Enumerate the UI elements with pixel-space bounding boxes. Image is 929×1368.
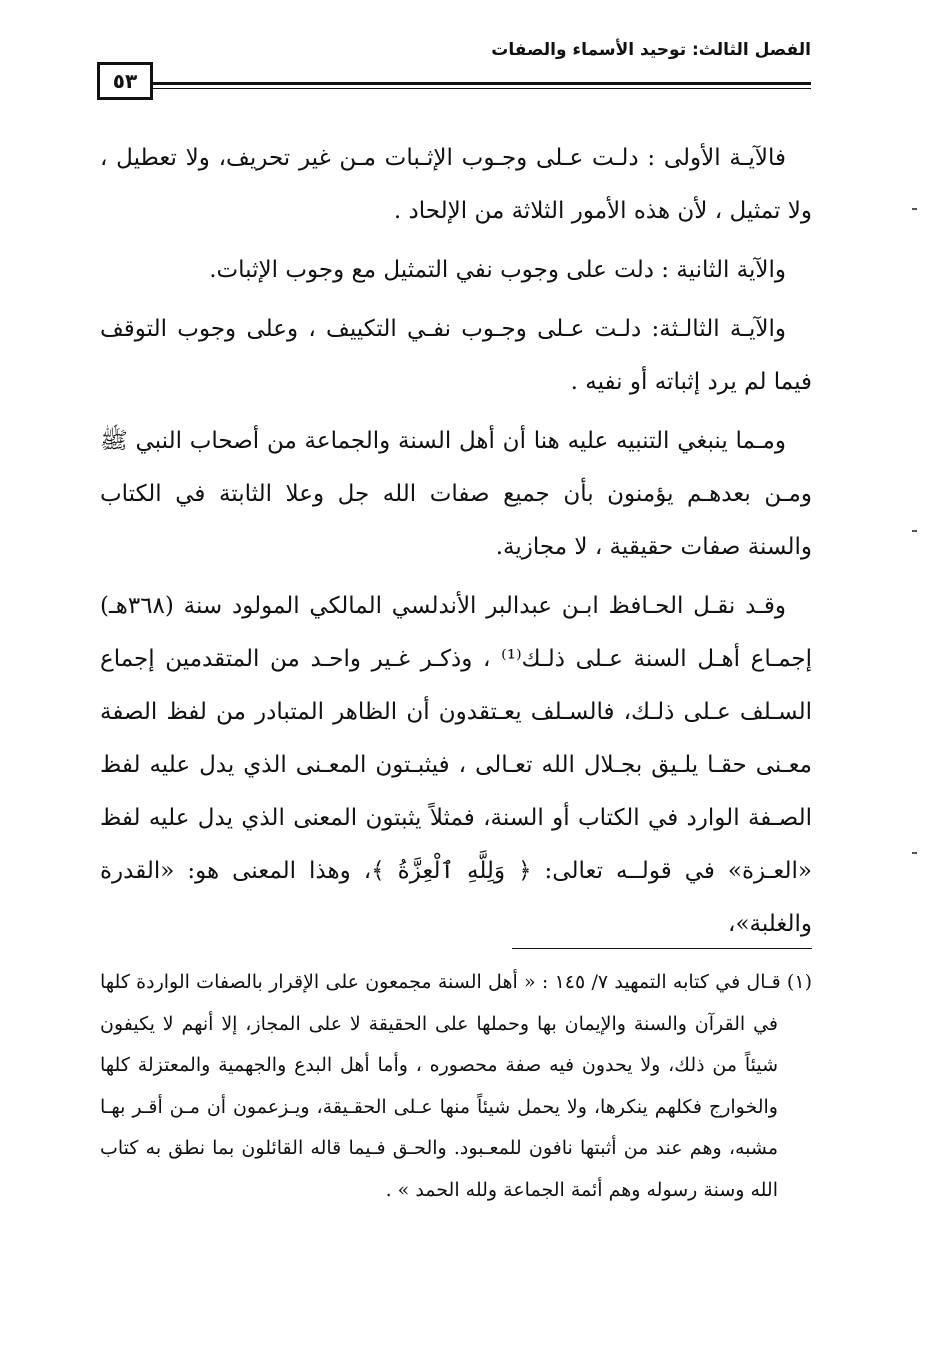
footnote [100, 962, 812, 1211]
header-rule-thick [150, 82, 811, 85]
paragraph: والآية الثانية : دلت على وجوب نفي التمثيل مع وجوب الإثبات. [209, 257, 786, 283]
paragraph: وقـد نقـل الحـافظ ابـن عبدالبر الأندلسي المالكي المولود سنة (٣٦٨هـ) إجمـاع أهـل السنة عـلى ذلـك⁽¹⁾ ، وذكـر غـير واحـد من المتقدمين إجماع السـلف عـلى ذلـك، فالسـلف يعـتقدون أن الظاهر المتبادر من لفظ الصفة معـنى حقـا يلـيق بجـلال الله تعـالى ، فيثبـتون المعـنى الذي يدل عليه لفظ الصـفة الوارد في الكتاب أو السنة، فمثلاً يثبتون المعنى الذي يدل عليه لفظ «العـزة» في قولــه تعالى: ﴿ وَلِلَّهِ ٱلْعِزَّةُ ﴾، وهذا المعنى هو: «القدرة والغلبة»، [100, 593, 813, 937]
page-number-box [97, 62, 153, 100]
page-number: ٥٣ [112, 69, 138, 93]
margin-tick [912, 208, 917, 210]
main-text [100, 132, 812, 957]
running-title: الفصل الثالث: توحيد الأسماء والصفات [491, 40, 811, 60]
paragraph: والآيـة الثالـثة: دلـت عـلى وجـوب نفـي التكييف ، وعلى وجوب التوقف فيما لم يرد إثباته أو نفيه . [100, 316, 812, 395]
paragraph: ومـما ينبغي التنبيه عليه هنا أن أهل السنة والجماعة من أصحاب النبي ﷺ ومـن بعدهـم يؤمنون بأن جميع صفات الله جل وعلا الثابتة في الكتاب والسنة صفات حقيقية ، لا مجازية. [100, 428, 812, 560]
paragraph: فالآيـة الأولى : دلـت عـلى وجـوب الإثـبات مـن غير تحريف، ولا تعطيل ، ولا تمثيل ، لأن هذه الأمور الثلاثة من الإلحاد . [100, 145, 812, 224]
margin-tick [912, 852, 917, 854]
margin-tick [912, 530, 917, 532]
footnote-separator [512, 948, 812, 949]
header-rule-thin [150, 88, 811, 89]
footnote-text: (١) قـال في كتابه التمهيد ٧/ ١٤٥ : « أهل السنة مجمعون على الإقرار بالصفات الواردة كلها في القرآن والسنة والإيمان بها وحملها على الحقيقة لا على المجاز، إلا أنهم لا يكيفون شيئاً من ذلك، ولا يحدون فيه صفة محصوره ، وأما أهل البدع والجهمية والمعتزلة كلها والخوارج فكلهم ينكرها، ولا يحمل شيئاً منها عـلى الحقـيقة، ويـزعمون أن مـن أقـر بهـا مشبه، وهم عند من أثبتها نافون للمعـبود. والحـق فـيما قاله القائلون بما نطق به كتاب الله وسنة رسوله وهم أئمة الجماعة ولله الحمد » . [100, 971, 812, 1201]
